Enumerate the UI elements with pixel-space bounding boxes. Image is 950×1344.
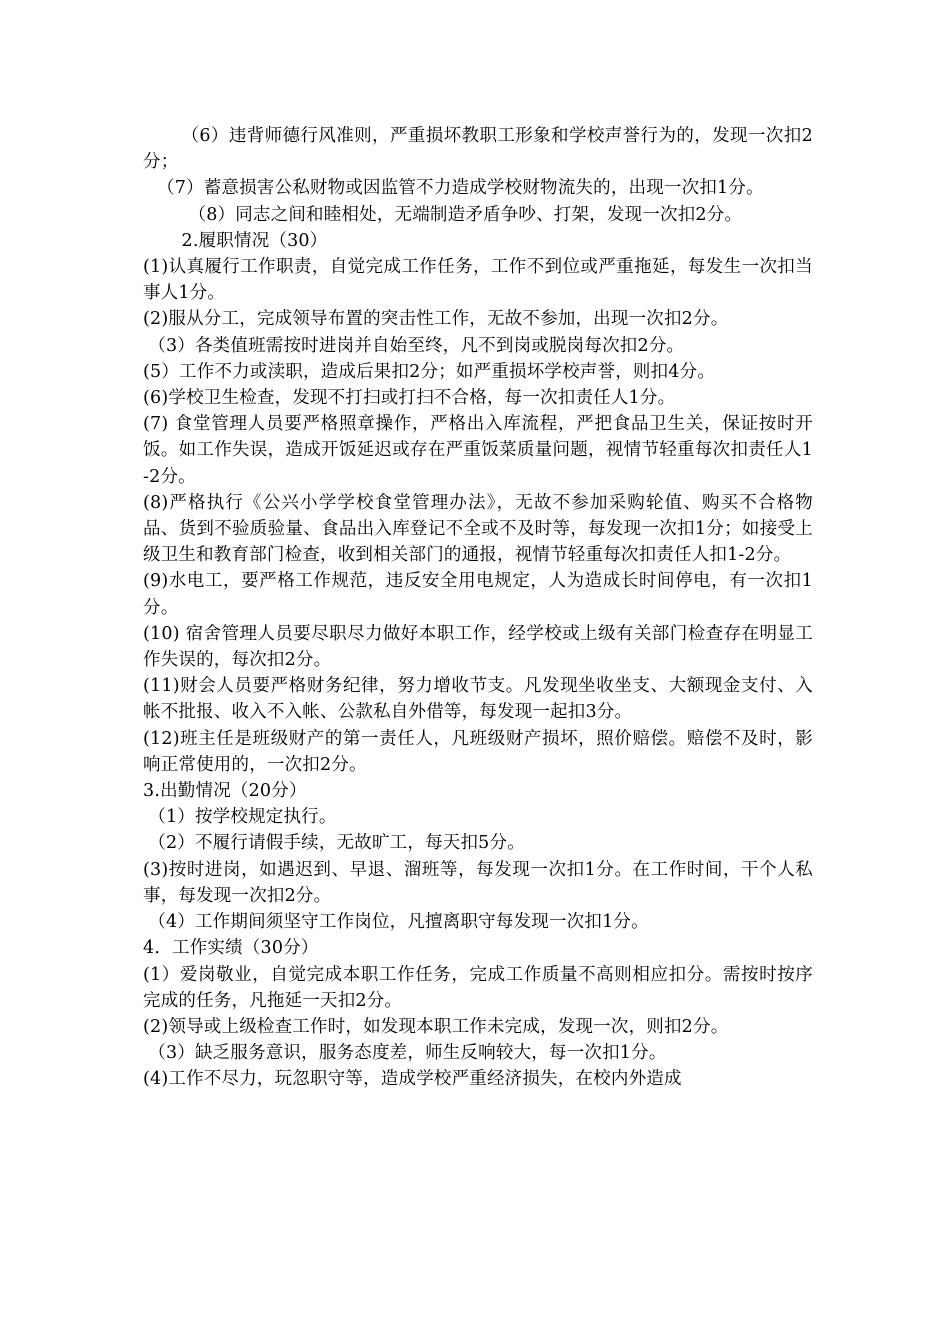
paragraph-duty-9: (9)水电工，要严格工作规范，违反安全用电规定，人为造成长时间停电，有一次扣1分。: [143, 571, 813, 618]
section-heading-achievement: 4．工作实绩（30分）: [143, 938, 319, 959]
document-body: [143, 123, 813, 1093]
paragraph-item-7: （7）蓄意损害公私财物或因监管不力造成学校财物流失的，出现一次扣1分。: [157, 178, 764, 199]
paragraph-item-8: （8）同志之间和睦相处，无端制造矛盾争吵、打架，发现一次扣2分。: [188, 204, 743, 225]
section-heading-attendance: 3.出勤情况（20分）: [143, 781, 307, 802]
paragraph-achievement-1: (1）爱岗敬业，自觉完成本职工作任务，完成工作质量不高则相应扣分。需按时按序完成的任务，凡拖延一天扣2分。: [143, 964, 813, 1011]
paragraph-duty-5: (5）工作不力或渎职，造成后果扣2分；如严重损坏学校声誉，则扣4分。: [143, 361, 716, 382]
section-heading-performance: 2.履职情况（30）: [181, 230, 328, 251]
paragraph-achievement-2: (2)领导或上级检查工作时，如发现本职工作未完成，发现一次，则扣2分。: [143, 1016, 729, 1037]
paragraph-attendance-2: （2）不履行请假手续，无故旷工，每天扣5分。: [148, 833, 525, 854]
paragraph-achievement-4: (4)工作不尽力，玩忽职守等，造成学校严重经济损失，在校内外造成: [143, 1069, 682, 1090]
paragraph-attendance-1: （1）按学校规定执行。: [148, 807, 337, 828]
paragraph-attendance-4: （4）工作期间须坚守工作岗位，凡擅离职守每发现一次扣1分。: [148, 912, 649, 933]
paragraph-duty-6: (6)学校卫生检查，发现不打扫或打扫不合格，每一次扣责任人1分。: [143, 388, 676, 409]
paragraph-duty-2: (2)服从分工，完成领导布置的突击性工作，无故不参加，出现一次扣2分。: [143, 309, 729, 330]
paragraph-attendance-3: (3)按时进岗，如遇迟到、早退、溜班等，每发现一次扣1分。在工作时间，干个人私事，每发现一次扣2分。: [143, 859, 813, 906]
paragraph-duty-8: (8)严格执行《公兴小学学校食堂管理办法》，无故不参加采购轮值、购买不合格物品、货到不验质验量、食品出入库登记不全或不及时等，每发现一次扣1分；如接受上级卫生和教育部门检查，收到相关部门的通报，视情节轻重每次扣责任人扣1-2分。: [143, 492, 813, 566]
paragraph-duty-7: (7) 食堂管理人员要严格照章操作，严格出入库流程，严把食品卫生关，保证按时开饭。如工作失误，造成开饭延迟或存在严重饭菜质量问题，视情节轻重每次扣责任人1-2分。: [143, 414, 813, 487]
paragraph-duty-10: (10) 宿舍管理人员要尽职尽力做好本职工作，经学校或上级有关部门检查存在明显工作失误的，每次扣2分。: [143, 623, 813, 671]
paragraph-duty-12: (12)班主任是班级财产的第一责任人，凡班级财产损坏，照价赔偿。赔偿不及时，影响正常使用的，一次扣2分。: [143, 728, 813, 775]
paragraph-achievement-3: （3）缺乏服务意识，服务态度差，师生反响较大，每一次扣1分。: [148, 1043, 667, 1064]
paragraph-item-6: （6）违背师德行风准则，严重损坏教职工形象和学校声誉行为的，发现一次扣2分；: [143, 126, 813, 173]
paragraph-duty-3: （3）各类值班需按时进岗并自始至终，凡不到岗或脱岗每次扣2分。: [148, 335, 685, 356]
paragraph-duty-11: (11)财会人员要严格财务纪律，努力增收节支。凡发现坐收坐支、大额现金支付、入帐不批报、收入不入帐、公款私自外借等，每发现一起扣3分。: [143, 676, 813, 723]
paragraph-duty-1: (1)认真履行工作职责，自觉完成工作任务，工作不到位或严重拖延，每发生一次扣当事人1分。: [143, 257, 813, 304]
